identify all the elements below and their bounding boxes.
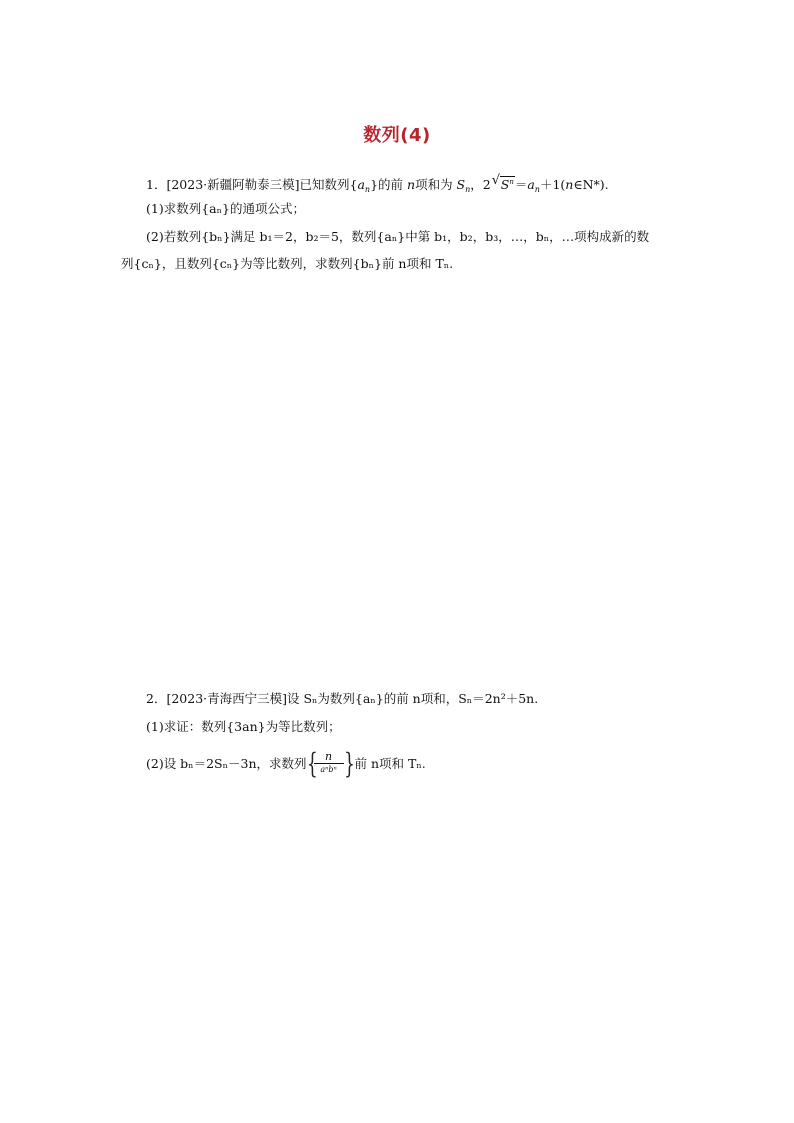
question-2-stem: 2．[2023·青海西宁三模]设 Sₙ为数列{aₙ}的前 n项和，Sₙ＝2n²＋5n.: [146, 691, 539, 706]
question-2-part-1: (1)求证：数列{3an}为等比数列；: [146, 719, 341, 734]
question-1-part-2-line-2: 列{cₙ}，且数列{cₙ}为等比数列，求数列{bₙ}前 n项和 Tₙ.: [121, 256, 454, 271]
right-brace: }: [343, 746, 355, 780]
q1-mid2: 项和为: [415, 177, 457, 192]
q1-n: n: [407, 177, 416, 192]
q1-mid5: ＋1(: [539, 177, 566, 192]
q1-S-sub: n: [465, 185, 471, 194]
fraction-sequence: [307, 748, 355, 782]
q1-S: S: [456, 177, 466, 192]
sqrt-expression: √ $S^n$: [491, 173, 514, 192]
fraction-denominator: aⁿbⁿ: [320, 764, 337, 774]
q1-mid1: }的前: [370, 177, 407, 192]
sqrt-arg: S: [500, 177, 510, 192]
question-1-stem: [146, 172, 609, 200]
left-brace: {: [306, 746, 318, 780]
q1-a-sub: n: [364, 185, 371, 194]
question-2-part-2: [146, 747, 426, 781]
q1-n2: n: [565, 177, 574, 192]
sqrt-arg-sub: n: [509, 178, 514, 186]
q2-part2-prefix: (2)设 bₙ＝2Sₙ－3n，求数列: [146, 756, 307, 771]
page-title: 数列(4): [363, 125, 431, 146]
q1-a2: a: [527, 177, 535, 192]
q1-tail: ∈N*).: [573, 177, 609, 192]
q1-mid3: ，2: [470, 177, 491, 192]
fraction-numerator: n: [314, 750, 344, 764]
q1-a2-sub: n: [534, 185, 540, 194]
q2-part2-suffix: 前 n项和 Tₙ.: [354, 756, 426, 771]
question-1-part-2-line-1: (2)若数列{bₙ}满足 b₁＝2，b₂＝5，数列{aₙ}中第 b₁，b₂，b₃，…，bₙ，…项构成新的数: [146, 229, 650, 244]
q1-prefix: 1．[2023·新疆阿勒泰三模]已知数列{: [146, 177, 358, 192]
question-1-part-1: (1)求数列{aₙ}的通项公式；: [146, 201, 305, 216]
q1-a: a: [357, 177, 365, 192]
q1-mid4: ＝: [514, 177, 528, 192]
